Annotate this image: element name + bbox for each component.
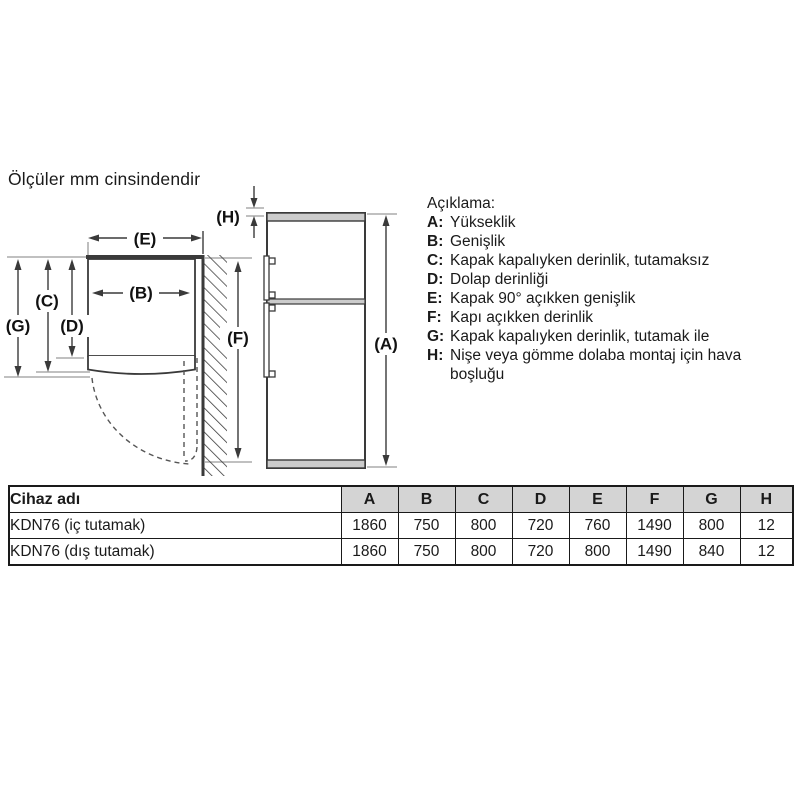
plinth: [267, 460, 365, 468]
dim-label-d: (D): [60, 316, 84, 336]
table-header-e: E: [569, 486, 626, 513]
legend-item-e: [427, 289, 797, 308]
value-cell-e: 800: [569, 539, 626, 566]
dim-label-c: (C): [35, 291, 59, 311]
legend-text: Kapak kapalıyken derinlik, tutamak ile: [450, 328, 710, 345]
value-cell-f: 1490: [626, 539, 683, 566]
table-header-d: D: [512, 486, 569, 513]
legend-text: Kapak kapalıyken derinlik, tutamaksız: [450, 252, 710, 269]
legend-item-g: [427, 327, 797, 346]
table-header-a: A: [341, 486, 398, 513]
dimensions-table: [8, 485, 794, 566]
legend-item-f: [427, 308, 797, 327]
legend: [427, 194, 797, 384]
value-cell-a: 1860: [341, 513, 398, 539]
value-cell-d: 720: [512, 513, 569, 539]
device-name-cell: KDN76 (iç tutamak): [9, 513, 341, 539]
legend-text: Kapı açıkken derinlik: [450, 309, 594, 326]
table-row: [9, 513, 793, 539]
legend-key: G:: [427, 328, 445, 345]
legend-text: Genişlik: [450, 233, 506, 250]
legend-text: Yükseklik: [450, 214, 516, 231]
table-header-h: H: [740, 486, 793, 513]
dim-label-h: (H): [216, 207, 240, 227]
legend-item-h: [427, 346, 797, 384]
dim-label-a: (A): [374, 334, 398, 354]
dim-label-f: (F): [227, 328, 249, 348]
legend-heading: Açıklama:: [427, 195, 496, 212]
value-cell-b: 750: [398, 539, 455, 566]
wall-hatch: [204, 255, 227, 476]
table-header-g: G: [683, 486, 740, 513]
value-cell-e: 760: [569, 513, 626, 539]
legend-key: C:: [427, 252, 444, 269]
door-swing-arc: [92, 378, 190, 464]
fridge-top-view: [86, 257, 204, 374]
table-header-f: F: [626, 486, 683, 513]
legend-item-a: [427, 213, 797, 232]
dim-label-b: (B): [129, 283, 153, 303]
page-title: Ölçüler mm cinsindendir: [8, 169, 201, 189]
door-divider: [267, 299, 365, 304]
table-header-c: C: [455, 486, 512, 513]
value-cell-g: 840: [683, 539, 740, 566]
legend-text: Dolap derinliği: [450, 271, 549, 288]
value-cell-f: 1490: [626, 513, 683, 539]
device-name-cell: KDN76 (dış tutamak): [9, 539, 341, 566]
value-cell-a: 1860: [341, 539, 398, 566]
top-panel: [267, 213, 365, 221]
value-cell-c: 800: [455, 513, 512, 539]
value-cell-g: 800: [683, 513, 740, 539]
dim-label-g: (G): [5, 316, 31, 336]
door-closed-top-view: [88, 356, 195, 374]
value-cell-c: 800: [455, 539, 512, 566]
value-cell-h: 12: [740, 513, 793, 539]
table-row: [9, 539, 793, 566]
legend-item-d: [427, 270, 797, 289]
legend-text: Kapak 90° açıkken genişlik: [450, 290, 636, 307]
table-header-row: [9, 486, 793, 513]
value-cell-b: 750: [398, 513, 455, 539]
legend-text: Nişe veya gömme dolaba montaj için hava boşluğu: [450, 347, 742, 383]
legend-item-c: [427, 251, 797, 270]
legend-item-b: [427, 232, 797, 251]
legend-key: A:: [427, 214, 444, 231]
legend-key: E:: [427, 290, 443, 307]
table-header-device-name: Cihaz adı: [9, 486, 341, 513]
fridge-front-view: [264, 213, 365, 468]
value-cell-h: 12: [740, 539, 793, 566]
dim-label-e: (E): [133, 229, 157, 249]
legend-key: H:: [427, 347, 444, 364]
legend-key: B:: [427, 233, 444, 250]
value-cell-d: 720: [512, 539, 569, 566]
wall: [203, 255, 227, 476]
legend-key: D:: [427, 271, 444, 288]
table-header-b: B: [398, 486, 455, 513]
legend-key: F:: [427, 309, 442, 326]
